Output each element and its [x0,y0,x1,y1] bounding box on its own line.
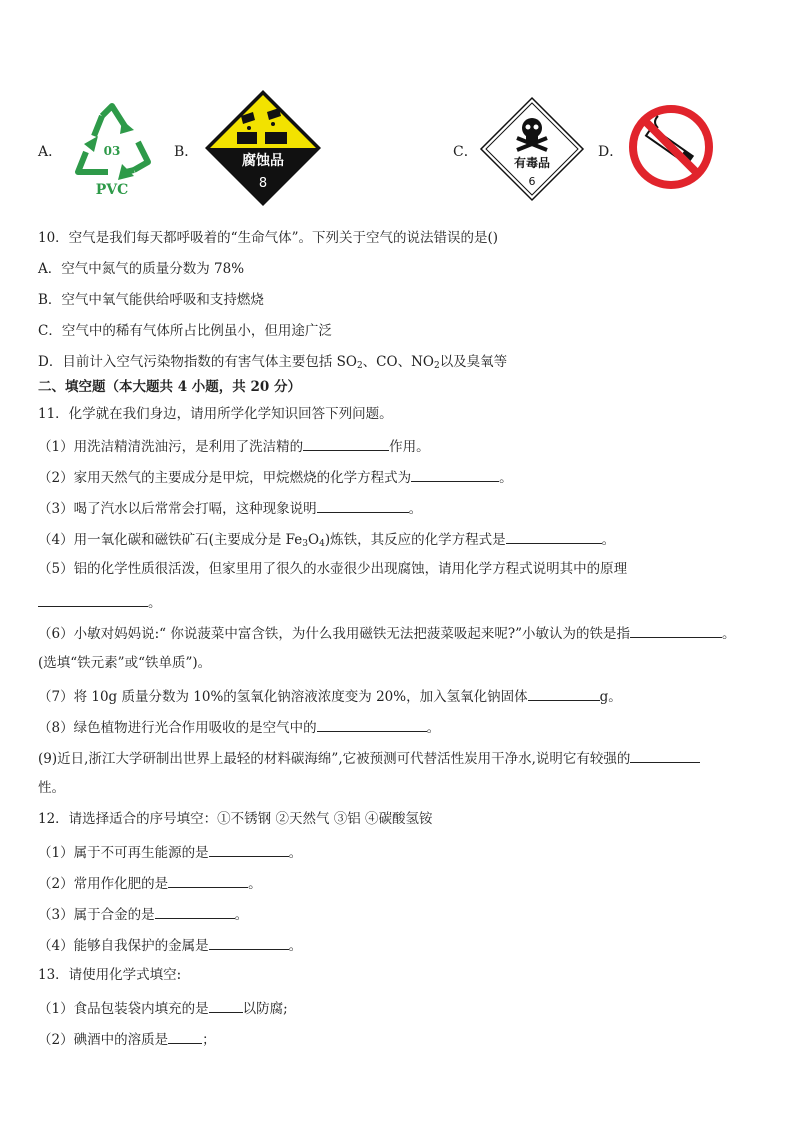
answer-blank[interactable] [155,904,235,919]
q10-option-a: A．空气中氮气的质量分数为 78% [38,261,245,277]
toxic-sign-icon [479,96,585,202]
q11-sub4: （4）用一氧化碳和磁铁矿石(主要成分是 $Fe_3O_4$)炼铁，其反应的化学方程式是 。 [38,529,615,553]
q11-sub1: （1）用洗洁精清洗油污，是利用了洗洁精的 作用。 [38,436,430,456]
q11-sub3: （3）喝了汽水以后常常会打嗝，这种现象说明 。 [38,498,422,518]
toxic-text: 有毒品 [513,156,551,170]
answer-blank[interactable] [168,1029,202,1044]
answer-blank[interactable] [209,935,289,950]
option-c-label: C． [453,144,478,160]
q11-sub8: （8）绿色植物进行光合作用吸收的是空气中的 。 [38,717,440,737]
recycle-pvc-icon [64,100,160,198]
toxic-num: 6 [528,175,536,188]
q11-sub6-note: (选填“铁元素”或“铁单质”)。 [38,655,212,671]
option-b-label: B． [174,144,199,160]
q11-sub5-answer: 。 [38,592,162,612]
corrosive-sign-icon [203,88,323,208]
option-d-label: D． [598,144,624,160]
q12-sub2: （2）常用作化肥的是 。 [38,873,262,893]
corrosive-num: 8 [258,176,268,191]
section-heading: 二、填空题（本大题共 4 小题，共 20 分） [38,379,301,395]
q11-sub5: （5）铝的化学性质很活泼，但家里用了很久的水壶很少出现腐蚀，请用化学方程式说明其中的原理 [38,561,628,577]
q10-option-b: B．空气中氧气能供给呼吸和支持燃烧 [38,292,264,308]
q13-sub2: （2）碘酒中的溶质是 ； [38,1029,216,1049]
answer-blank[interactable] [209,842,289,857]
q10-option-c: C．空气中的稀有气体所占比例虽小，但用途广泛 [38,323,332,339]
answer-blank[interactable] [630,623,722,638]
answer-blank[interactable] [303,436,389,451]
q13-sub1: （1）食品包装袋内填充的是 以防腐; [38,998,288,1018]
recycle-text: PVC [95,182,129,198]
answer-blank[interactable] [317,498,409,513]
recycle-code: 03 [103,144,121,158]
answer-blank[interactable] [528,686,600,701]
q12-stem: 12．请选择适合的序号填空：①不锈钢 ②天然气 ③铝 ④碳酸氢铵 [38,811,433,827]
q12-sub4: （4）能够自我保护的金属是 。 [38,935,302,955]
option-a-label: A． [38,144,63,160]
answer-blank[interactable] [411,467,499,482]
answer-blank[interactable] [209,998,243,1013]
q12-sub3: （3）属于合金的是 。 [38,904,248,924]
q11-sub2: （2）家用天然气的主要成分是甲烷，甲烷燃烧的化学方程式为 。 [38,467,513,487]
q11-sub6: （6）小敏对妈妈说:“ 你说菠菜中富含铁，为什么我用磁铁无法把菠菜吸起来呢?”小敏认为的铁是指 。 [38,623,735,643]
answer-blank[interactable] [168,873,248,888]
q10-stem: 10．空气是我们每天都呼吸着的“生命气体”。下列关于空气的说法错误的是() [38,230,499,246]
corrosive-text: 腐蚀品 [242,153,284,169]
q11-sub7: （7）将 10g 质量分数为 10%的氢氧化钠溶液浓度变为 20%，加入氢氧化钠固体 g。 [38,686,622,706]
answer-blank[interactable] [630,748,700,763]
q11-sub9-end: 性。 [38,780,65,796]
q10-option-d: D．目前计入空气污染物指数的有害气体主要包括 $SO_2$、CO、$NO_2$以及臭氧等 [38,354,508,371]
answer-blank[interactable] [38,592,148,607]
q13-stem: 13．请使用化学式填空: [38,967,182,983]
q11-stem: 11．化学就在我们身边，请用所学化学知识回答下列问题。 [38,406,393,422]
answer-blank[interactable] [506,529,602,544]
answer-blank[interactable] [317,717,427,732]
q12-sub1: （1）属于不可再生能源的是 。 [38,842,302,862]
no-smoking-icon [628,104,714,190]
q11-sub9: (9)近日,浙江大学研制出世界上最轻的材料碳海绵”,它被预测可代替活性炭用干净水,说明它有较强的 [38,748,700,768]
